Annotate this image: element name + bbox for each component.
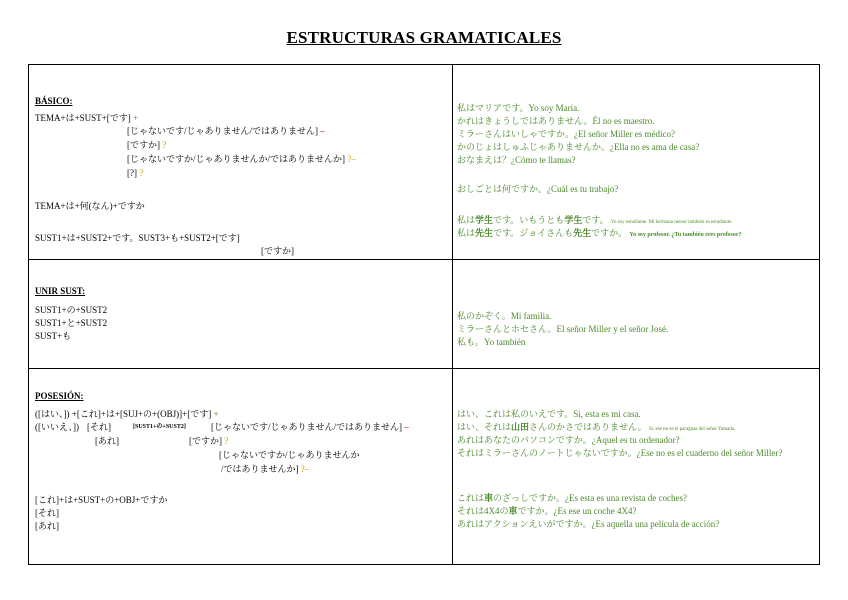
structure-line: [あれ] bbox=[35, 521, 59, 531]
structure-line: /ではありませんか] ?– bbox=[221, 464, 310, 474]
section-heading: BÁSICO: bbox=[35, 96, 73, 106]
structure-line: [じゃないです/じゃありません/ではありません] – bbox=[127, 126, 325, 136]
structure-line: TEMA+は+SUST+[です] + bbox=[35, 113, 139, 123]
basico-structures-cell bbox=[29, 65, 453, 260]
basico-examples-cell bbox=[453, 65, 820, 260]
example-line: あれはあなたのパソコンですか。¿Aquel es tu ordenador? bbox=[457, 435, 680, 445]
section-basico bbox=[29, 65, 820, 260]
structure-line: [これ]+は+SUST+の+OBJ+ですか bbox=[35, 495, 168, 505]
structure-line: TEMA+は+何(なん)+ですか bbox=[35, 201, 145, 211]
structure-line: [ですか] ? bbox=[127, 140, 167, 150]
structure-line: [ですか] ? bbox=[189, 436, 229, 446]
example-line: 私のかぞく。Mi familia. bbox=[457, 311, 552, 321]
example-line: 私は学生です。いもうとも学生です。 Yo soy estudiante. Mi hermana menor también es estudiante. bbox=[457, 215, 733, 225]
example-line: かれはきょうしではありません。Él no es maestro. bbox=[457, 116, 655, 126]
example-line: はい、これは私のいえです。Si, esta es mi casa. bbox=[457, 409, 641, 419]
structure-line: SUST1+の+SUST2 bbox=[35, 305, 108, 315]
example-line: おしごとは何ですか。¿Cuál es tu trabajo? bbox=[457, 184, 619, 194]
structure-line: [じゃないですか/じゃありませんか/ではありませんか] ?– bbox=[127, 154, 356, 164]
structure-line: SUST+も bbox=[35, 331, 72, 341]
structure-line: [それ] bbox=[35, 508, 59, 518]
section-unir-sust bbox=[29, 260, 820, 369]
structure-line: [じゃないですか/じゃありませんか bbox=[219, 450, 360, 460]
structure-line: [あれ] bbox=[95, 436, 119, 446]
unir-structures-cell bbox=[29, 260, 453, 369]
structure-line: [?] ? bbox=[127, 168, 144, 178]
example-line: 私はマリアです。Yo soy Maria. bbox=[457, 103, 580, 113]
example-line: あれはアクションえいがですか。¿Es aquella una película de acción? bbox=[457, 519, 720, 529]
example-line: 私は先生です。ジョイさんも先生ですか。 Yo soy profesor. ¿Tu también eres profesor? bbox=[457, 228, 742, 238]
structure-line: [SUST1+の+SUST2] bbox=[133, 424, 186, 430]
example-line: 私も。Yo también bbox=[457, 337, 526, 347]
example-line: おなまえは？¿Cómo te llamas? bbox=[457, 155, 576, 165]
structure-line: [じゃないです/じゃありません/ではありません] – bbox=[211, 422, 409, 432]
grammar-table bbox=[28, 64, 820, 565]
example-line: ミラーさんはいしゃですか。¿El señor Miller es médico? bbox=[457, 129, 675, 139]
section-heading: UNIR SUST: bbox=[35, 286, 86, 296]
posesion-structures-cell bbox=[29, 369, 453, 565]
example-line: はい、それは山田さんのかさではありません。 Si, ese no es el paraguas del señor Yamada. bbox=[457, 422, 736, 432]
example-line: ミラーさんとホセさん。El señor Miller y el señor José. bbox=[457, 324, 669, 334]
structure-line: SUST1+は+SUST2+です。SUST3+も+SUST2+[です] bbox=[35, 233, 240, 243]
section-posesion bbox=[29, 369, 820, 565]
structure-line: SUST1+と+SUST2 bbox=[35, 318, 108, 328]
structure-line: ([いいえ、]) bbox=[35, 422, 80, 432]
structure-line: [ですか] bbox=[261, 246, 294, 256]
structure-line: ([はい、]) +[これ]+は+[SUJ+の+(OBJ)]+[です] + bbox=[35, 409, 219, 419]
example-line: それは4X4の車ですか。¿Es ese un coche 4X4? bbox=[457, 506, 637, 516]
page-title: ESTRUCTURAS GRAMATICALES bbox=[286, 28, 562, 47]
unir-examples-cell bbox=[453, 260, 820, 369]
posesion-examples-cell bbox=[453, 369, 820, 565]
section-heading: POSESIÓN: bbox=[35, 391, 84, 401]
example-line: かのじょはしゅふじゃありませんか。¿Ella no es ama de casa? bbox=[457, 142, 700, 152]
structure-line: [それ] bbox=[87, 422, 111, 432]
example-line: これは車のざっしですか。¿Es esta es una revista de coches? bbox=[457, 493, 687, 503]
example-line: それはミラーさんのノートじゃないですか。¿Ese no es el cuaderno del señor Miller? bbox=[457, 448, 783, 458]
